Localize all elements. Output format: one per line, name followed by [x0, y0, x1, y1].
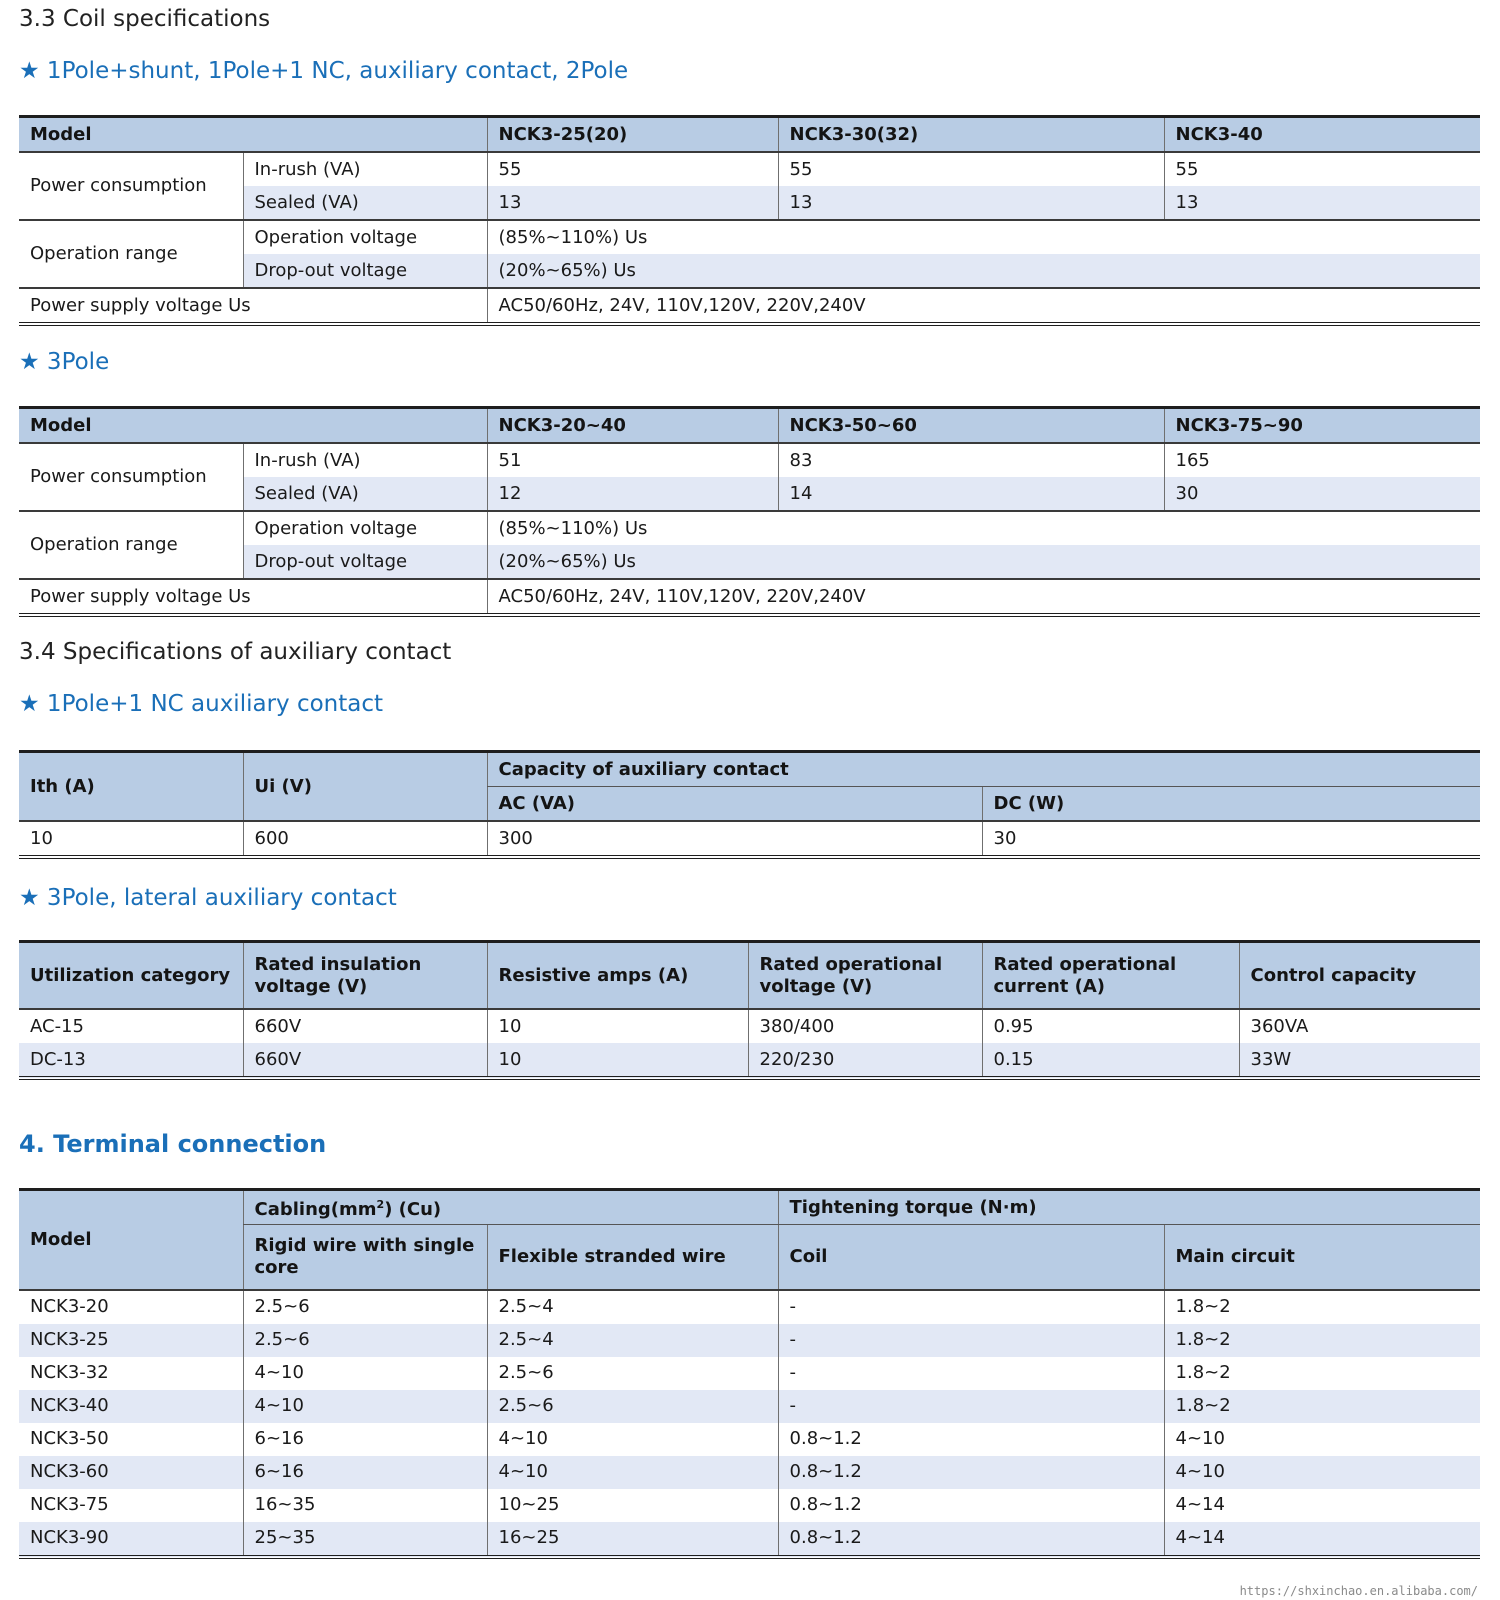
table-cell: - [778, 1390, 1164, 1423]
table-cell: 6~16 [243, 1423, 487, 1456]
table-cell: 1.8~2 [1164, 1390, 1480, 1423]
table-cell: 660V [243, 1009, 487, 1043]
table-row [19, 1423, 1480, 1456]
model-header-cell: NCK3-25(20) [487, 117, 778, 153]
power-consumption-label: Power consumption [19, 152, 243, 220]
sealed-value: 30 [1164, 477, 1480, 511]
table-cell: 0.95 [982, 1009, 1239, 1043]
coil-table-2 [19, 406, 1480, 617]
table-cell: 1.8~2 [1164, 1290, 1480, 1324]
table-cell: 4~10 [243, 1390, 487, 1423]
coil-torque-header: Coil [778, 1225, 1164, 1290]
table-row [19, 1390, 1480, 1423]
operation-voltage-label: Operation voltage [243, 511, 487, 545]
table-cell: 1.8~2 [1164, 1357, 1480, 1390]
main-circuit-header: Main circuit [1164, 1225, 1480, 1290]
sealed-value: 13 [1164, 186, 1480, 220]
model-header-cell: NCK3-30(32) [778, 117, 1164, 153]
model-header: Model [19, 117, 487, 153]
table-cell: 2.5~4 [487, 1324, 778, 1357]
table-cell: NCK3-20 [30, 1296, 109, 1317]
table-cell: 0.8~1.2 [778, 1489, 1164, 1522]
sealed-value: 12 [487, 477, 778, 511]
rigid-wire-header: Rigid wire with single core [243, 1225, 487, 1290]
table-cell: 6~16 [243, 1456, 487, 1489]
inrush-value: 55 [1164, 152, 1480, 186]
table-cell: 0.8~1.2 [778, 1522, 1164, 1557]
table-cell: 660V [243, 1043, 487, 1078]
power-supply-value: AC50/60Hz, 24V, 110V,120V, 220V,240V [487, 288, 1480, 324]
table-cell: 2.5~6 [243, 1290, 487, 1324]
table-cell: 16~35 [243, 1489, 487, 1522]
column-header: Resistive amps (A) [487, 942, 748, 1010]
column-header: Rated insulation voltage (V) [243, 942, 487, 1010]
table-cell: AC-15 [30, 1015, 84, 1037]
table-cell: 4~10 [1164, 1456, 1480, 1489]
table-cell: NCK3-60 [19, 1456, 243, 1489]
aux-table-1 [19, 750, 1480, 859]
table-cell: 16~25 [487, 1522, 778, 1557]
table-cell: DC-13 [19, 1043, 243, 1078]
sealed-label: Sealed (VA) [243, 477, 487, 511]
table-cell: NCK3-50 [30, 1428, 109, 1449]
ui-header: Ui (V) [243, 752, 487, 822]
inrush-value: 165 [1164, 443, 1480, 477]
column-header: Utilization category [19, 942, 243, 1010]
table-cell: 1.8~2 [1164, 1324, 1480, 1357]
terminal-section-title: 4. Terminal connection [19, 1130, 327, 1158]
aux-subsection-1-title: ★ 1Pole+1 NC auxiliary contact [19, 691, 384, 717]
coil-section-title: 3.3 Coil specifications [19, 6, 271, 32]
table-row [19, 1324, 1480, 1357]
table-cell: 4~10 [487, 1456, 778, 1489]
aux-subsection-2-title: ★ 3Pole, lateral auxiliary contact [19, 885, 397, 911]
table-cell: 220/230 [748, 1043, 982, 1078]
table-cell: - [778, 1290, 1164, 1324]
dropout-voltage-label: Drop-out voltage [243, 254, 487, 288]
ith-header: Ith (A) [19, 752, 243, 822]
terminal-table [19, 1188, 1480, 1559]
table-row [19, 1043, 1480, 1078]
table-cell: 10 [487, 1043, 748, 1078]
inrush-value: 83 [778, 443, 1164, 477]
table-cell: 4~10 [243, 1357, 487, 1390]
dropout-voltage-label: Drop-out voltage [243, 545, 487, 579]
power-supply-value: AC50/60Hz, 24V, 110V,120V, 220V,240V [487, 579, 1480, 615]
model-header-cell: NCK3-75~90 [1164, 408, 1480, 444]
table-row [19, 821, 1480, 857]
table-cell: NCK3-90 [19, 1522, 243, 1557]
table-row [19, 1456, 1480, 1489]
table-cell: NCK3-75 [30, 1494, 109, 1515]
table-cell: 2.5~6 [487, 1390, 778, 1423]
column-header: Rated operational voltage (V) [748, 942, 982, 1010]
torque-header: Tightening torque (N·m) [778, 1190, 1480, 1225]
table-cell: 10 [487, 1009, 748, 1043]
table-cell: 2.5~4 [487, 1290, 778, 1324]
model-header: Model [19, 1190, 243, 1290]
table-cell: - [778, 1357, 1164, 1390]
table-cell: 4~10 [1164, 1423, 1480, 1456]
operation-voltage-value: (85%~110%) Us [487, 220, 1480, 254]
table-cell: 2.5~6 [487, 1357, 778, 1390]
model-header-cell: NCK3-40 [1164, 117, 1480, 153]
table-cell: 4~14 [1164, 1522, 1480, 1557]
column-header: Rated operational current (A) [982, 942, 1239, 1010]
ac-header: AC (VA) [487, 787, 982, 822]
aux-table-2 [19, 940, 1480, 1080]
power-supply-label: Power supply voltage Us [30, 585, 251, 607]
table-cell: 2.5~6 [243, 1324, 487, 1357]
inrush-value: 51 [487, 443, 778, 477]
table-cell: 33W [1239, 1043, 1480, 1078]
operation-voltage-value: (85%~110%) Us [487, 511, 1480, 545]
model-header-cell: NCK3-50~60 [778, 408, 1164, 444]
table-cell: NCK3-25 [19, 1324, 243, 1357]
operation-voltage-label: Operation voltage [243, 220, 487, 254]
table-cell: 380/400 [748, 1009, 982, 1043]
table-row [19, 1290, 1480, 1324]
sealed-value: 13 [778, 186, 1164, 220]
power-supply-label: Power supply voltage Us [30, 294, 251, 316]
table-cell: 360VA [1239, 1009, 1480, 1043]
table-cell: 300 [487, 821, 982, 857]
sealed-label: Sealed (VA) [243, 186, 487, 220]
table-cell: 600 [243, 821, 487, 857]
table-row [19, 1489, 1480, 1522]
dc-header: DC (W) [982, 787, 1480, 822]
table-cell: 10 [30, 827, 53, 849]
sealed-value: 14 [778, 477, 1164, 511]
model-header-cell: NCK3-20~40 [487, 408, 778, 444]
table-cell: 4~14 [1164, 1489, 1480, 1522]
table-cell: 10~25 [487, 1489, 778, 1522]
cabling-header: $Cabling(mm^2)$ (Cu) [243, 1190, 778, 1225]
inrush-label: In-rush (VA) [243, 443, 487, 477]
table-cell: NCK3-40 [19, 1390, 243, 1423]
operation-range-label: Operation range [19, 220, 243, 288]
capacity-header: Capacity of auxiliary contact [487, 752, 1480, 787]
coil-subsection-2-title: ★ 3Pole [19, 349, 110, 375]
aux-section-title: 3.4 Specifications of auxiliary contact [19, 639, 452, 665]
model-header: Model [19, 408, 487, 444]
table-cell: 25~35 [243, 1522, 487, 1557]
watermark-url: https://shxinchao.en.alibaba.com/ [1239, 1584, 1478, 1598]
table-cell: NCK3-32 [30, 1362, 109, 1383]
inrush-value: 55 [778, 152, 1164, 186]
inrush-value: 55 [487, 152, 778, 186]
table-cell: 0.8~1.2 [778, 1423, 1164, 1456]
table-row [19, 1357, 1480, 1390]
coil-subsection-1-title: ★ 1Pole+shunt, 1Pole+1 NC, auxiliary contact, 2Pole [19, 58, 629, 84]
table-row [19, 1522, 1480, 1557]
flexible-wire-header: Flexible stranded wire [487, 1225, 778, 1290]
dropout-voltage-value: (20%~65%) Us [487, 254, 1480, 288]
table-cell: 0.8~1.2 [778, 1456, 1164, 1489]
table-cell: 0.15 [982, 1043, 1239, 1078]
table-cell: - [778, 1324, 1164, 1357]
operation-range-label: Operation range [19, 511, 243, 579]
power-consumption-label: Power consumption [19, 443, 243, 511]
column-header: Control capacity [1239, 942, 1480, 1010]
dropout-voltage-value: (20%~65%) Us [487, 545, 1480, 579]
inrush-label: In-rush (VA) [243, 152, 487, 186]
coil-table-1 [19, 115, 1480, 326]
table-cell: 4~10 [487, 1423, 778, 1456]
table-row [19, 1009, 1480, 1043]
table-cell: 30 [982, 821, 1480, 857]
sealed-value: 13 [487, 186, 778, 220]
